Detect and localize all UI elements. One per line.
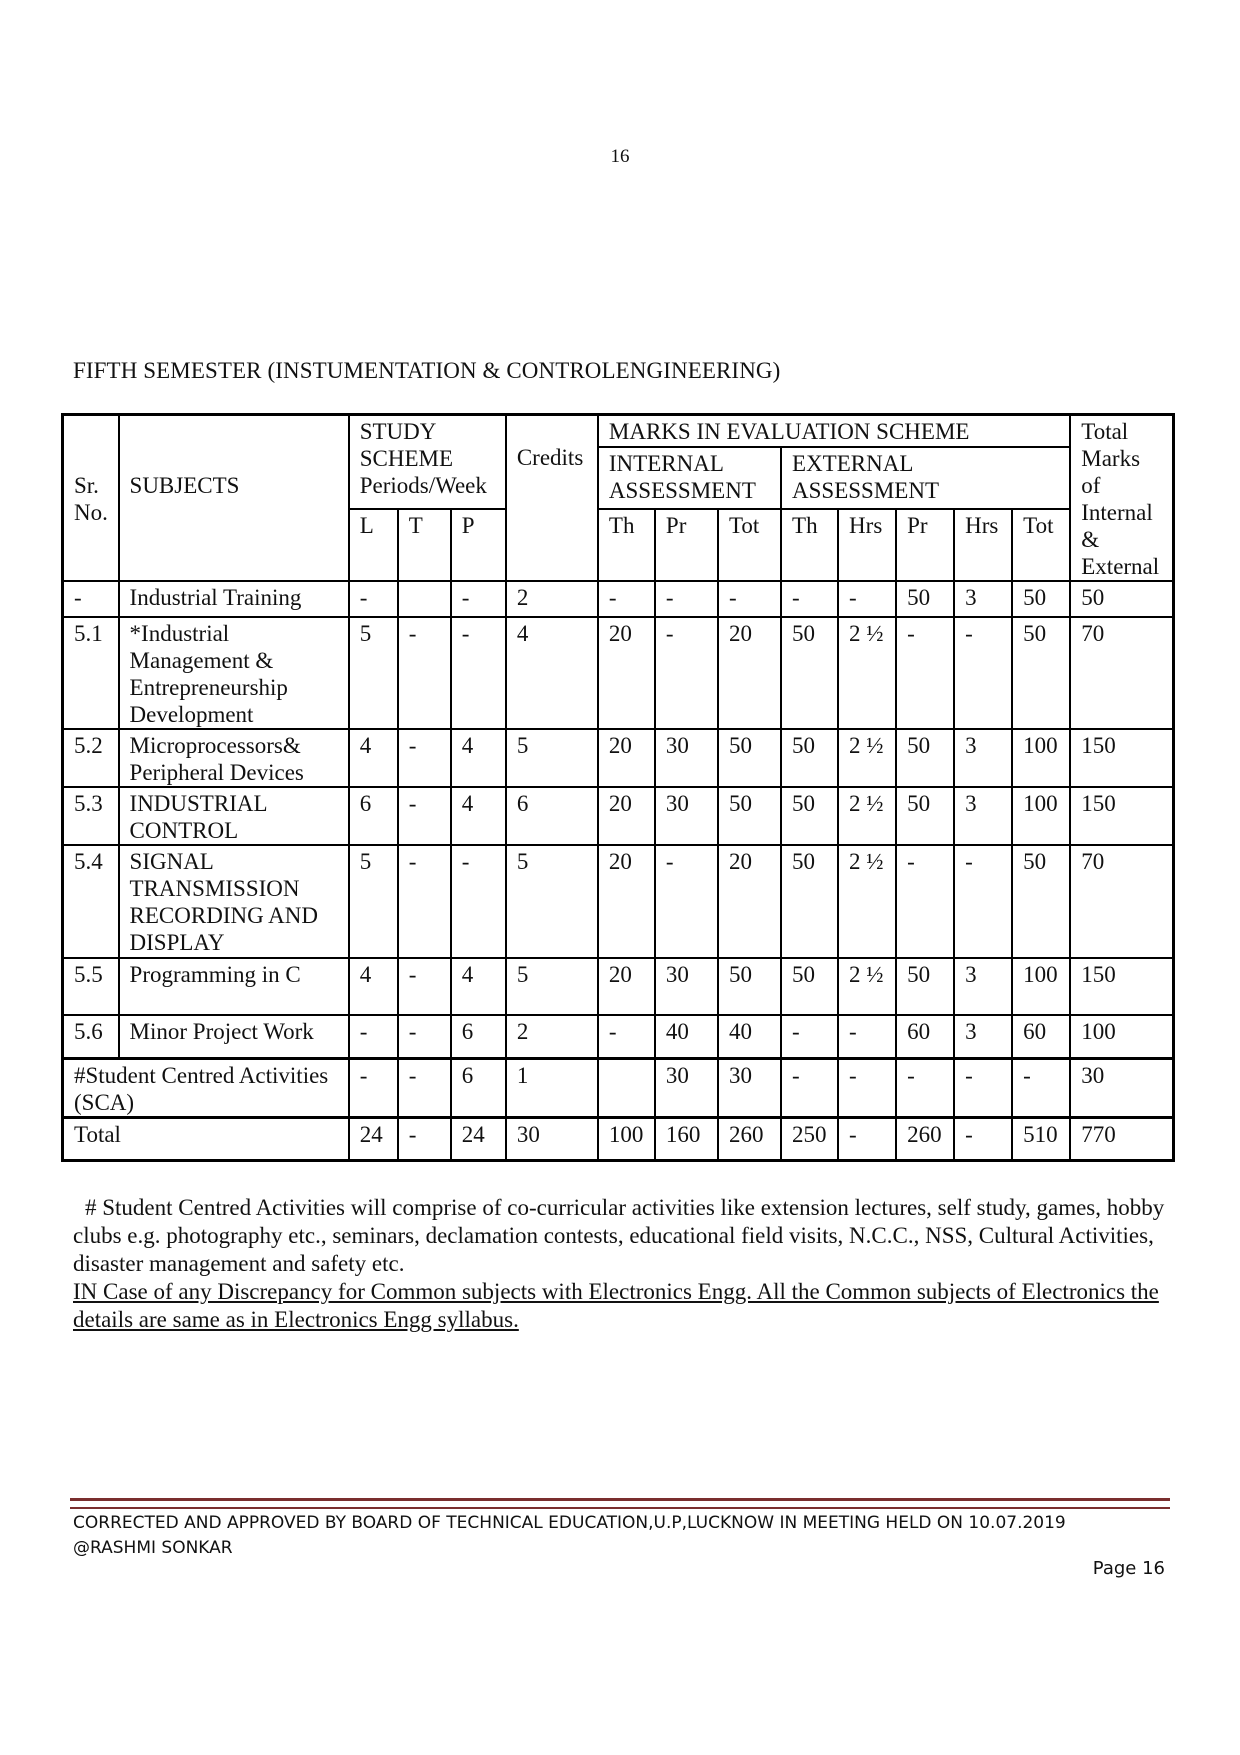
l-cell: - [349,581,398,617]
l-cell: - [349,1015,398,1058]
external-th-cell: 50 [781,845,838,958]
total-marks-cell: 50 [1070,581,1173,617]
l-cell: 5 [349,617,398,729]
sca-note: # Student Centred Activities will comprise of co-curricular activities like extension lectures, self study, games, hobby clubs e.g. photography etc., seminars, declamation contests, educational field visits, N.C.C., NSS, Cultural Activities, disaster management and safety etc. [73,1195,1165,1276]
subject-cell: Microprocessors& Peripheral Devices [119,729,349,787]
external-pr-header: Pr [896,509,954,581]
discrepancy-note: IN Case of any Discrepancy for Common subjects with Electronics Engg. All the Common subjects of Electronics the details are same as in Electronics Engg syllabus. [73,1279,1159,1332]
sr-no-cell: 5.3 [63,787,119,845]
external-hrs-cell: - [954,1058,1012,1117]
credits-cell: 4 [506,617,598,729]
internal-pr-cell: 30 [655,787,718,845]
subject-cell: Industrial Training [119,581,349,617]
internal-th-cell: 100 [598,1117,655,1160]
external-hrs-cell: - [954,617,1012,729]
footer [73,1511,1066,1561]
p-cell: - [451,845,506,958]
page-number-bottom: Page 16 [1092,1558,1165,1579]
internal-tot-cell: 20 [718,617,781,729]
page-number-top: 16 [610,146,630,167]
credits-cell: 2 [506,581,598,617]
notes-section [73,1194,1173,1334]
external-hrs-cell: - [838,1058,896,1117]
semester-title: FIFTH SEMESTER (INSTUMENTATION & CONTROLENGINEERING) [73,358,781,383]
external-hrs-cell: 2 ½ [838,845,896,958]
total-marks-header: Total Marks of Internal & External [1070,415,1173,582]
total-marks-cell: 70 [1070,845,1173,958]
sr-no-cell: 5.2 [63,729,119,787]
subject-cell: INDUSTRIAL CONTROL [119,787,349,845]
external-tot-header: Tot [1012,509,1070,581]
internal-assessment-header: INTERNAL ASSESSMENT [598,447,781,509]
internal-th-cell [598,1058,655,1117]
internal-tot-cell: 50 [718,958,781,1015]
external-hrs-cell: 3 [954,787,1012,845]
internal-pr-cell: - [655,845,718,958]
internal-tot-header: Tot [718,509,781,581]
table-row [63,1015,1174,1058]
external-th-cell: 50 [781,958,838,1015]
external-th-cell: 50 [781,729,838,787]
t-cell: - [398,1058,451,1117]
external-th-cell: - [781,1015,838,1058]
internal-pr-cell: 30 [655,958,718,1015]
sca-row [63,1058,1174,1117]
internal-th-cell: 20 [598,958,655,1015]
external-hrs-cell: - [954,1117,1012,1160]
internal-tot-cell: 50 [718,787,781,845]
credits-cell: 6 [506,787,598,845]
external-hrs-cell: - [954,845,1012,958]
credits-cell: 5 [506,845,598,958]
evaluation-scheme-table [61,413,1175,1162]
credits-cell: 1 [506,1058,598,1117]
sr-no-cell: 5.4 [63,845,119,958]
l-cell: 6 [349,787,398,845]
t-cell: - [398,617,451,729]
p-cell: 4 [451,787,506,845]
subject-cell: Programming in C [119,958,349,1015]
approval-line: CORRECTED AND APPROVED BY BOARD OF TECHNICAL EDUCATION,U.P,LUCKNOW IN MEETING HELD ON 10.07.2019 [73,1513,1066,1533]
total-marks-cell: 70 [1070,617,1173,729]
internal-pr-header: Pr [655,509,718,581]
external-tot-cell: 50 [1012,617,1070,729]
internal-pr-cell: 30 [655,1058,718,1117]
subject-cell: *Industrial Management & Entrepreneurship Development [119,617,349,729]
external-tot-cell: 50 [1012,845,1070,958]
t-header: T [398,509,451,581]
p-header: P [451,509,506,581]
t-cell [398,581,451,617]
table-row [63,729,1174,787]
total-label-cell: Total [63,1117,349,1160]
internal-pr-cell: 30 [655,729,718,787]
internal-tot-cell: 20 [718,845,781,958]
credits-cell: 30 [506,1117,598,1160]
total-marks-cell: 100 [1070,1015,1173,1058]
external-pr-cell: 50 [896,958,954,1015]
total-row [63,1117,1174,1160]
t-cell: - [398,729,451,787]
t-cell: - [398,958,451,1015]
external-hrs-cell: 2 ½ [838,617,896,729]
external-tot-cell: 510 [1012,1117,1070,1160]
external-th-header: Th [781,509,838,581]
header-row-1 [63,415,1174,448]
external-hrs-cell: 2 ½ [838,958,896,1015]
external-pr-cell: 50 [896,787,954,845]
l-cell: 24 [349,1117,398,1160]
sca-label-cell: #Student Centred Activities (SCA) [63,1058,349,1117]
external-tot-cell: 100 [1012,787,1070,845]
sr-no-header: Sr. No. [63,415,119,582]
external-hrs-cell: 3 [954,958,1012,1015]
external-pr-cell: - [896,845,954,958]
l-header: L [349,509,398,581]
external-pr-cell: 50 [896,581,954,617]
l-cell: - [349,1058,398,1117]
p-cell: 4 [451,729,506,787]
marks-evaluation-header: MARKS IN EVALUATION SCHEME [598,415,1070,448]
credits-cell: 5 [506,958,598,1015]
total-marks-cell: 30 [1070,1058,1173,1117]
sr-no-cell: 5.6 [63,1015,119,1058]
external-hrs-cell: - [838,581,896,617]
table-row [63,787,1174,845]
subjects-header: SUBJECTS [119,415,349,582]
total-marks-cell: 770 [1070,1117,1173,1160]
external-pr-cell: 50 [896,729,954,787]
p-cell: 24 [451,1117,506,1160]
total-marks-cell: 150 [1070,958,1173,1015]
l-cell: 4 [349,958,398,1015]
internal-tot-cell: - [718,581,781,617]
internal-tot-cell: 260 [718,1117,781,1160]
author-line: @RASHMI SONKAR [73,1538,233,1558]
external-pr-cell: 60 [896,1015,954,1058]
internal-pr-cell: - [655,581,718,617]
external-pr-cell: - [896,1058,954,1117]
external-tot-cell: 100 [1012,958,1070,1015]
p-cell: 6 [451,1058,506,1117]
internal-pr-cell: - [655,617,718,729]
external-th-cell: - [781,1058,838,1117]
t-cell: - [398,1117,451,1160]
internal-tot-cell: 50 [718,729,781,787]
t-cell: - [398,1015,451,1058]
internal-th-cell: 20 [598,845,655,958]
internal-tot-cell: 40 [718,1015,781,1058]
p-cell: 6 [451,1015,506,1058]
external-pr-cell: 260 [896,1117,954,1160]
l-cell: 5 [349,845,398,958]
sr-no-cell: 5.5 [63,958,119,1015]
external-tot-cell: - [1012,1058,1070,1117]
sr-no-cell: - [63,581,119,617]
table-row [63,845,1174,958]
external-tot-cell: 60 [1012,1015,1070,1058]
internal-tot-cell: 30 [718,1058,781,1117]
external-th-cell: 250 [781,1117,838,1160]
external-th-cell: - [781,581,838,617]
table-row [63,617,1174,729]
external-tot-cell: 50 [1012,581,1070,617]
external-assessment-header: EXTERNAL ASSESSMENT [781,447,1070,509]
subject-cell: SIGNAL TRANSMISSION RECORDING AND DISPLAY [119,845,349,958]
t-cell: - [398,845,451,958]
table-row [63,581,1174,617]
internal-th-cell: - [598,1015,655,1058]
t-cell: - [398,787,451,845]
l-cell: 4 [349,729,398,787]
external-pr-cell: - [896,617,954,729]
external-hrs-cell: 2 ½ [838,787,896,845]
external-hrs-header: Hrs [954,509,1012,581]
external-hrs-cell: 2 ½ [838,729,896,787]
external-hrs-cell: - [838,1015,896,1058]
internal-th-cell: - [598,581,655,617]
credits-cell: 5 [506,729,598,787]
internal-th-header: Th [598,509,655,581]
sr-no-cell: 5.1 [63,617,119,729]
credits-cell: 2 [506,1015,598,1058]
p-cell: - [451,581,506,617]
external-hrs-header: Hrs [838,509,896,581]
table-row [63,958,1174,1015]
external-hrs-cell: - [838,1117,896,1160]
footer-divider [70,1498,1170,1509]
study-scheme-header: STUDY SCHEME Periods/Week [349,415,506,510]
internal-th-cell: 20 [598,617,655,729]
external-th-cell: 50 [781,617,838,729]
internal-pr-cell: 40 [655,1015,718,1058]
subject-cell: Minor Project Work [119,1015,349,1058]
internal-th-cell: 20 [598,787,655,845]
total-marks-cell: 150 [1070,787,1173,845]
internal-th-cell: 20 [598,729,655,787]
p-cell: 4 [451,958,506,1015]
external-th-cell: 50 [781,787,838,845]
external-hrs-cell: 3 [954,729,1012,787]
external-hrs-cell: 3 [954,581,1012,617]
p-cell: - [451,617,506,729]
total-marks-cell: 150 [1070,729,1173,787]
credits-header: Credits [506,415,598,582]
external-hrs-cell: 3 [954,1015,1012,1058]
internal-pr-cell: 160 [655,1117,718,1160]
external-tot-cell: 100 [1012,729,1070,787]
